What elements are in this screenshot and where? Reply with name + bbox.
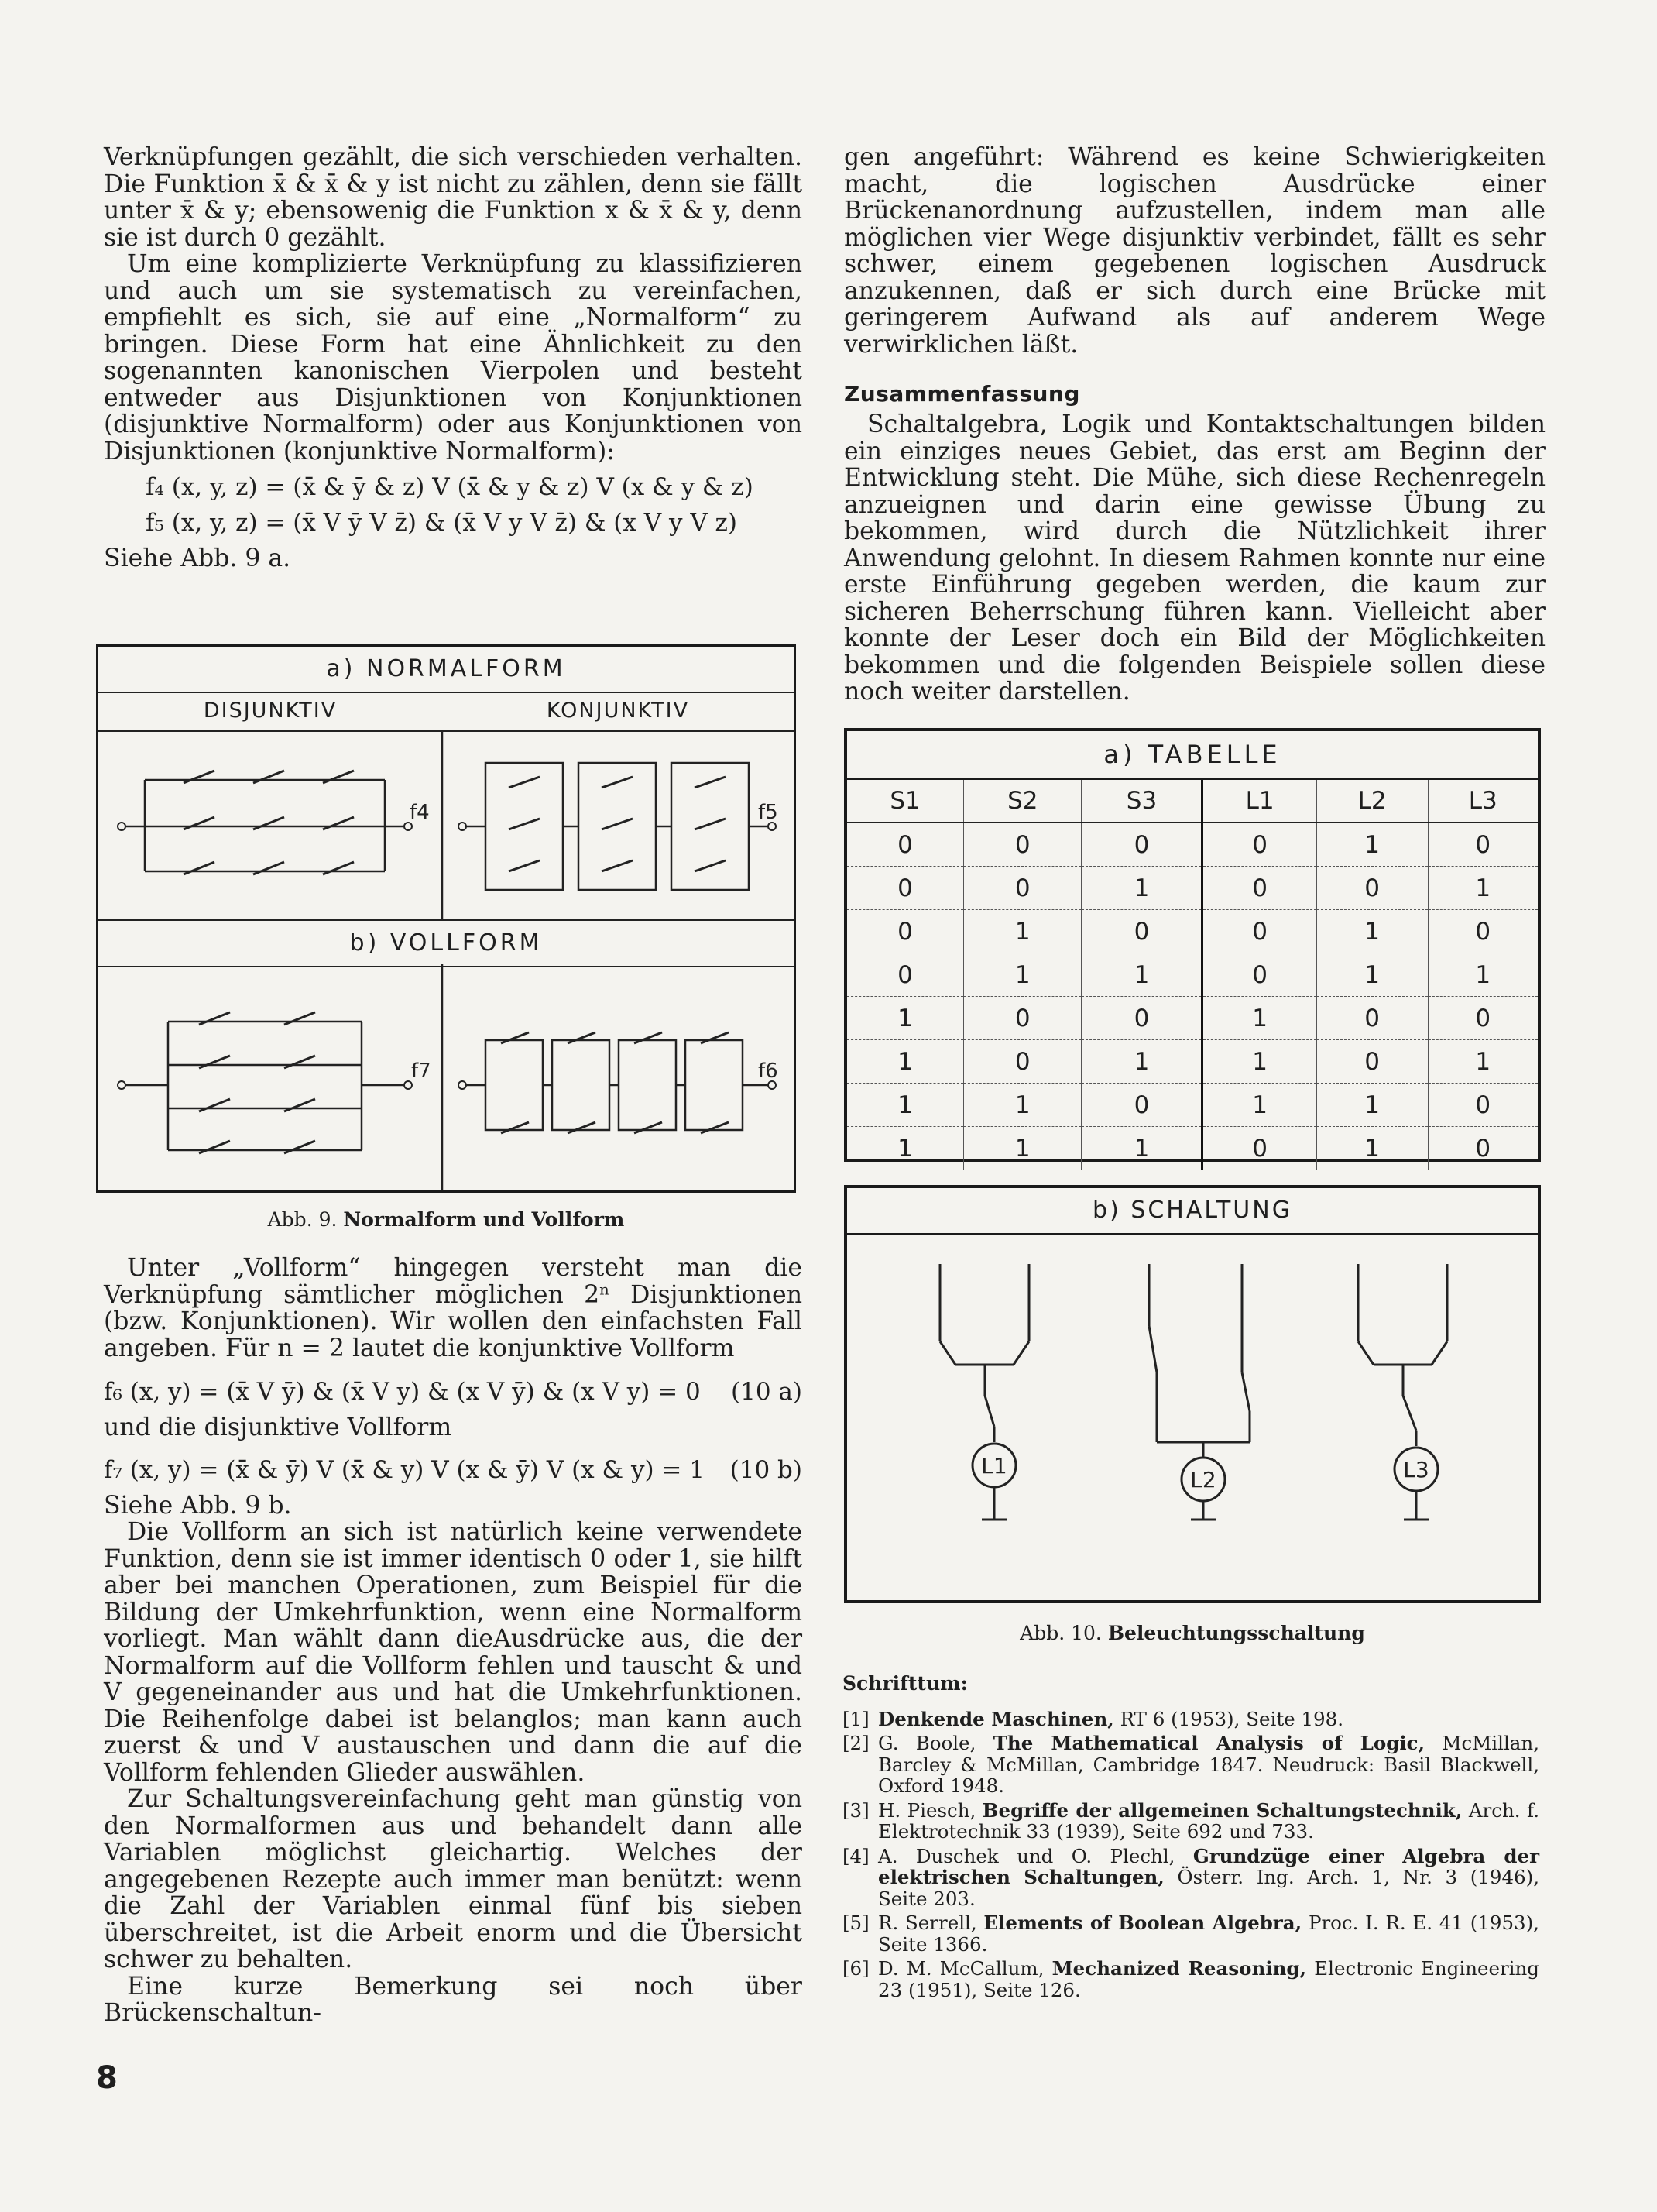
table-cell: 1 xyxy=(1316,910,1428,953)
band-vollform: b) VOLLFORM xyxy=(98,919,794,967)
lamp-l3-label: L3 xyxy=(1403,1457,1429,1482)
equation-number: (10 b) xyxy=(729,1455,802,1484)
paragraph: Eine kurze Bemerkung sei noch über Brückenschaltun- xyxy=(104,1972,802,2027)
figure-reference: Siehe Abb. 9 a. xyxy=(104,544,291,572)
reference-author: R. Serrell, xyxy=(878,1911,984,1934)
table-row xyxy=(847,910,1538,953)
reference-text xyxy=(878,1846,1539,1910)
reference-title: Grundzüge einer Algebra der elektrischen Schaltungen, xyxy=(878,1844,1539,1888)
table-cell: 0 xyxy=(1316,867,1428,910)
reference-source: RT 6 (1953), Seite 198. xyxy=(1113,1707,1343,1730)
reference-item xyxy=(842,1709,1539,1730)
table-cell: 0 xyxy=(964,997,1082,1040)
reference-number: [5] xyxy=(842,1911,870,1934)
reference-title: The Mathematical Analysis of Logic, xyxy=(993,1732,1425,1754)
formula-f5: f₅ (x, y, z) = (x̄ V ȳ V z̄) & (x̄ V y V z̄) & (x V y V z) xyxy=(146,509,737,537)
table-cell: 1 xyxy=(847,1127,964,1170)
table-cell: 1 xyxy=(1082,953,1202,997)
column-header: S3 xyxy=(1082,780,1202,823)
formula-f7: f₇ (x, y) = (x̄ & ȳ) V (x̄ & y) V (x & ȳ) V (x & y) = 1 xyxy=(104,1455,705,1484)
right-column xyxy=(844,144,1546,706)
column-header: L3 xyxy=(1428,780,1538,823)
table-header-row xyxy=(847,780,1538,823)
figure-reference: Siehe Abb. 9 b. xyxy=(104,1491,292,1520)
reference-title: Denkende Maschinen, xyxy=(878,1707,1114,1730)
label-f6: f6 xyxy=(758,1060,778,1083)
reference-source: Electronic Engineering 23 (1951), Seite 126. xyxy=(878,1957,1539,2001)
reference-number: [3] xyxy=(842,1798,870,1822)
band-schaltung: b) SCHALTUNG xyxy=(847,1188,1538,1235)
reference-item xyxy=(842,1800,1539,1843)
table-row xyxy=(847,823,1538,867)
table-cell: 1 xyxy=(1428,953,1538,997)
table-cell: 0 xyxy=(1202,823,1316,867)
reference-text xyxy=(878,1958,1539,2001)
table-cell: 0 xyxy=(1202,867,1316,910)
reference-number: [1] xyxy=(842,1707,870,1730)
table-cell: 0 xyxy=(964,867,1082,910)
reference-list xyxy=(842,1709,1539,2001)
band-tabelle: a) TABELLE xyxy=(847,731,1538,780)
table-cell: 0 xyxy=(1202,953,1316,997)
label-f4: f4 xyxy=(410,801,430,824)
band-normalform: a) NORMALFORM xyxy=(98,647,794,693)
lamp-l2-label: L2 xyxy=(1190,1467,1216,1492)
formula-f6: f₆ (x, y) = (x̄ V ȳ) & (x̄ V y) & (x V ȳ) & (x V y) = 0 xyxy=(104,1378,701,1406)
label-f7: f7 xyxy=(411,1060,431,1083)
figure-9-caption xyxy=(96,1208,796,1231)
paragraph: Schaltalgebra, Logik und Kontaktschaltungen bilden ein einziges neues Gebiet, das erst am Beginn der Entwicklung steht. Die Mühe, sich diese Rechenregeln anzueignen und darin eine gewisse Übung zu bekommen, wird durch die Nützlichkeit ihrer Anwendung gelohnt. In diesem Rahmen konnte nur eine erste Einführung gegeben werden, die kaum zur sicheren Beherrschung führen kann. Vielleicht aber konnte der Leser doch ein Bild der Möglichkeiten bekommen und die folgenden Beispiele sollen diese noch weiter darstellen. xyxy=(844,410,1546,706)
reference-text xyxy=(878,1733,1539,1797)
page-number: 8 xyxy=(96,2060,118,2096)
figure-10-table xyxy=(844,728,1541,1162)
table-cell: 1 xyxy=(1428,867,1538,910)
table-cell: 1 xyxy=(1082,867,1202,910)
table-cell: 0 xyxy=(1082,997,1202,1040)
table-cell: 0 xyxy=(847,910,964,953)
table-cell: 0 xyxy=(1082,910,1202,953)
reference-item xyxy=(842,1958,1539,2001)
label-konjunktiv: KONJUNKTIV xyxy=(442,692,794,732)
table-cell: 1 xyxy=(1316,953,1428,997)
table-cell: 1 xyxy=(964,1127,1082,1170)
reference-item xyxy=(842,1846,1539,1910)
column-header: L2 xyxy=(1316,780,1428,823)
column-header: S1 xyxy=(847,780,964,823)
formula-f6-row xyxy=(104,1379,802,1405)
reference-author: A. Duschek und O. Plechl, xyxy=(878,1844,1193,1867)
figure-10-circuit xyxy=(844,1185,1541,1603)
reference-source: Österr. Ing. Arch. 1, Nr. 3 (1946), Seite 203. xyxy=(878,1866,1539,1910)
table-row xyxy=(847,867,1538,910)
table-cell: 0 xyxy=(1202,1127,1316,1170)
reference-title: Mechanized Reasoning, xyxy=(1051,1957,1307,1980)
reference-item xyxy=(842,1912,1539,1955)
reference-author: D. M. McCallum, xyxy=(878,1957,1052,1980)
table-cell: 0 xyxy=(847,823,964,867)
paragraph: gen angeführt: Während es keine Schwierigkeiten macht, die logischen Ausdrücke einer Brückenanordnung aufzustellen, indem man alle möglichen vier Wege disjunktiv verbindet, fällt es sehr schwer, einem gegebenen logischen Ausdruck anzukennen, daß er sich durch eine Brücke mit geringerem Aufwand als auf anderem Wege verwirklichen läßt. xyxy=(844,143,1546,359)
lamp-l1-label: L1 xyxy=(981,1453,1007,1479)
equation-number: (10 a) xyxy=(731,1378,802,1406)
table-cell: 0 xyxy=(1316,997,1428,1040)
reference-source: Proc. I. R. E. 41 (1953), Seite 1366. xyxy=(878,1911,1539,1956)
reference-number: [4] xyxy=(842,1844,870,1867)
table-cell: 0 xyxy=(847,867,964,910)
table-cell: 0 xyxy=(1428,1127,1538,1170)
paragraph: Verknüpfungen gezählt, die sich verschieden verhalten. Die Funktion x̄ & x̄ & y ist nicht zu zählen, denn sie fällt unter x̄ & y; ebensowenig die Funktion x & x̄ & y, denn sie ist durch 0 gezählt. xyxy=(104,143,802,252)
table-cell: 1 xyxy=(1202,997,1316,1040)
table-cell: 1 xyxy=(1316,1084,1428,1127)
table-cell: 0 xyxy=(1428,997,1538,1040)
table-cell: 1 xyxy=(847,997,964,1040)
table-cell: 1 xyxy=(1316,823,1428,867)
circuit-diagram xyxy=(847,1233,1538,1600)
reference-text xyxy=(878,1800,1539,1843)
reference-number: [2] xyxy=(842,1732,870,1754)
table-cell: 0 xyxy=(1428,823,1538,867)
table-cell: 0 xyxy=(964,823,1082,867)
table-cell: 1 xyxy=(964,910,1082,953)
table-cell: 0 xyxy=(1428,1084,1538,1127)
table-cell: 1 xyxy=(1428,1040,1538,1084)
reference-title: Elements of Boolean Algebra, xyxy=(983,1911,1302,1934)
caption-prefix: Abb. 10. xyxy=(1020,1622,1102,1644)
figure-9 xyxy=(96,644,796,1193)
table-cell: 1 xyxy=(1316,1127,1428,1170)
table-cell: 1 xyxy=(847,1084,964,1127)
references xyxy=(842,1673,1539,2004)
formula-f4: f₄ (x, y, z) = (x̄ & ȳ & z) V (x̄ & y & z) V (x & y & z) xyxy=(146,473,753,501)
references-heading: Schrifttum: xyxy=(842,1672,968,1695)
section-heading: Zusammenfassung xyxy=(844,381,1080,407)
table-cell: 1 xyxy=(1202,1084,1316,1127)
table-cell: 1 xyxy=(964,953,1082,997)
left-column xyxy=(104,144,802,572)
reference-author: H. Piesch, xyxy=(878,1798,983,1822)
paragraph: Unter „Vollform“ hingegen versteht man die Verknüpfung sämtlicher möglichen 2ⁿ Disjunktionen (bzw. Konjunktionen). Wir wollen den einfachsten Fall angeben. Für n = 2 lautet die konjunktive Vollform xyxy=(104,1254,802,1362)
table-cell: 0 xyxy=(1428,910,1538,953)
paragraph: Um eine komplizierte Verknüpfung zu klassifizieren und auch um sie systematisch zu vereinfachen, empfiehlt es sich, sie auf eine „Normalform“ zu bringen. Diese Form hat eine Ähnlichkeit zu den sogenannten kanonischen Vierpolen und besteht entweder aus Disjunktionen von Konjunktionen (disjunktive Normalform) oder aus Konjunktionen von Disjunktionen (konjunktive Normalform): xyxy=(104,250,802,465)
table-cell: 1 xyxy=(1202,1040,1316,1084)
reference-item xyxy=(842,1733,1539,1797)
reference-text xyxy=(878,1709,1539,1730)
truth-table xyxy=(847,780,1538,1170)
table-cell: 0 xyxy=(1316,1040,1428,1084)
formula-f7-row xyxy=(104,1457,802,1483)
figure-9-diagram xyxy=(98,647,794,1190)
reference-source: McMillan, Barcley & McMillan, Cambridge 1847. Neudruck: Basil Blackwell, Oxford 1948. xyxy=(878,1732,1539,1797)
column-header: S2 xyxy=(964,780,1082,823)
paragraph: Die Vollform an sich ist natürlich keine verwendete Funktion, denn sie ist immer identisch 0 oder 1, sie hilft aber bei manchen Operationen, zum Beispiel für die Bildung der Umkehrfunktion, wenn eine Normalform vorliegt. Man wählt dann dieAusdrücke aus, die der Normalform auf die Vollform fehlen und tauscht & und V gegeneinander aus und hat die Umkehrfunktionen. Die Reihenfolge dabei ist belanglos; man kann auch zuerst & und V austauschen und dann die auf die Vollform fehlenden Glieder auswählen. xyxy=(104,1518,802,1787)
table-cell: 1 xyxy=(964,1084,1082,1127)
table-cell: 1 xyxy=(847,1040,964,1084)
reference-text xyxy=(878,1912,1539,1955)
table-cell: 0 xyxy=(964,1040,1082,1084)
label-f5: f5 xyxy=(758,801,778,824)
column-header: L1 xyxy=(1202,780,1316,823)
table-cell: 0 xyxy=(1082,823,1202,867)
table-row xyxy=(847,1040,1538,1084)
figure-10-caption xyxy=(844,1622,1541,1644)
table-cell: 1 xyxy=(1082,1040,1202,1084)
paragraph: und die disjunktive Vollform xyxy=(104,1413,452,1441)
table-cell: 1 xyxy=(1082,1127,1202,1170)
table-row xyxy=(847,1127,1538,1170)
caption-title: Normalform und Vollform xyxy=(343,1208,625,1231)
reference-title: Begriffe der allgemeinen Schaltungstechnik, xyxy=(982,1798,1463,1822)
paragraph: Zur Schaltungsvereinfachung geht man günstig von den Normalformen aus und behandelt dann alle Variablen möglichst gleichartig. Welches der angegebenen Rezepte auch immer man benützt: wenn die Zahl der Variablen einmal fünf bis sieben überschreitet, ist die Arbeit enorm und die Übersicht schwer zu behalten. xyxy=(104,1785,802,1973)
table-row xyxy=(847,1084,1538,1127)
caption-prefix: Abb. 9. xyxy=(267,1208,338,1231)
table-row xyxy=(847,997,1538,1040)
table-cell: 0 xyxy=(1202,910,1316,953)
reference-author: G. Boole, xyxy=(878,1732,993,1754)
reference-number: [6] xyxy=(842,1957,870,1980)
label-disjunktiv: DISJUNKTIV xyxy=(98,692,442,732)
table-row xyxy=(847,953,1538,997)
reference-source: Arch. f. Elektrotechnik 33 (1939), Seite 692 und 733. xyxy=(878,1798,1539,1843)
left-column-lower xyxy=(104,1255,802,2027)
table-cell: 0 xyxy=(847,953,964,997)
table-cell: 0 xyxy=(1082,1084,1202,1127)
caption-title: Beleuchtungsschaltung xyxy=(1107,1622,1365,1644)
